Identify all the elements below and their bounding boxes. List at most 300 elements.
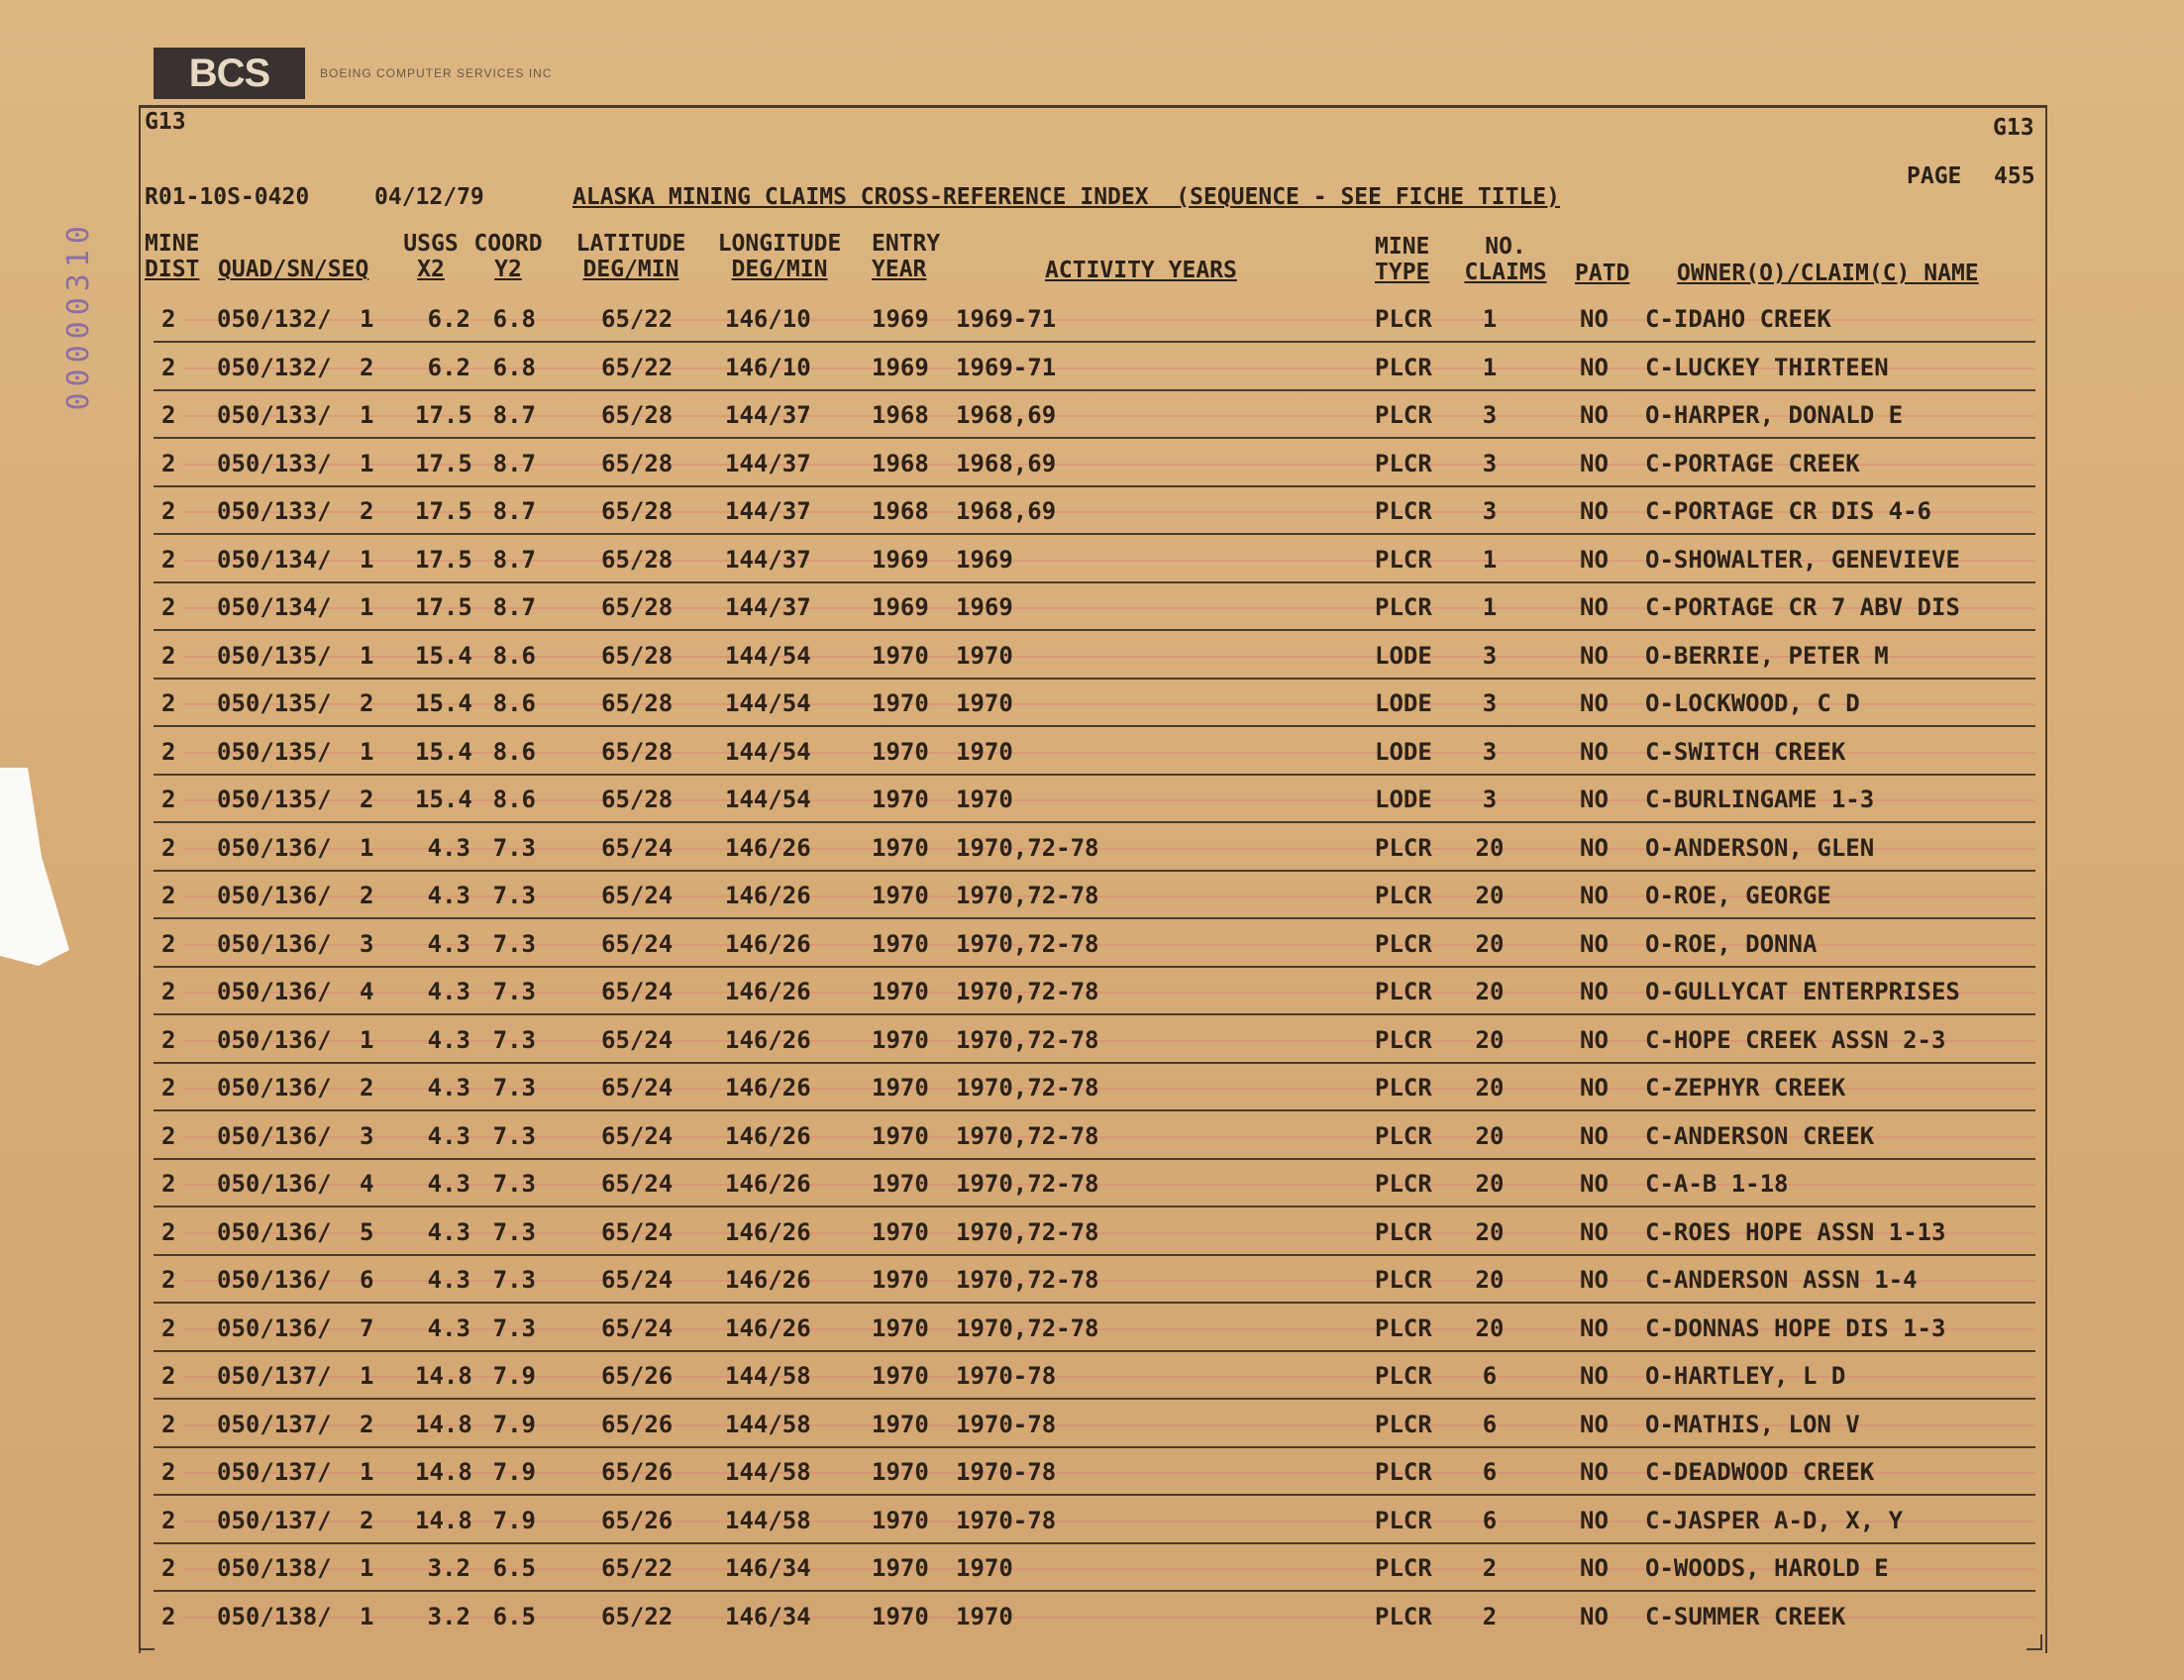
cell-patd: NO bbox=[1580, 1121, 1609, 1150]
cell-seq: 2 bbox=[360, 882, 374, 909]
cell-quad-sn: 050/137/ bbox=[217, 1362, 332, 1390]
cell-longitude: 146/34 bbox=[725, 1554, 811, 1582]
cell-owner-claim-name: O-ROE, GEORGE bbox=[1645, 882, 1831, 909]
cell-activity-years: 1970,72-78 bbox=[956, 1266, 1099, 1294]
cell-mine-type: PLCR bbox=[1375, 305, 1432, 333]
cell-usgs-x2: 17.5 bbox=[415, 593, 472, 621]
cell-entry-year: 1970 bbox=[872, 689, 929, 717]
cell-longitude: 144/37 bbox=[725, 545, 811, 574]
cell-mine-type: PLCR bbox=[1375, 1266, 1432, 1294]
cell-owner-claim-name: O-WOODS, HAROLD E bbox=[1645, 1554, 1889, 1582]
cell-patd: NO bbox=[1580, 1217, 1609, 1246]
cell-entry-year: 1969 bbox=[872, 545, 929, 574]
cell-mine-dist: 2 bbox=[161, 1554, 176, 1582]
cell-activity-years: 1970,72-78 bbox=[956, 929, 1099, 958]
cell-no-claims: 2 bbox=[1482, 1602, 1498, 1630]
cell-patd: NO bbox=[1580, 497, 1609, 525]
cell-quad-sn: 050/132/ bbox=[217, 353, 332, 381]
cell-activity-years: 1969 bbox=[956, 545, 1013, 574]
cell-patd: NO bbox=[1580, 1458, 1609, 1486]
cell-mine-type: PLCR bbox=[1375, 1313, 1432, 1342]
cell-entry-year: 1970 bbox=[872, 737, 929, 766]
cell-mine-dist: 2 bbox=[161, 833, 176, 862]
cell-coord-y2: 7.3 bbox=[492, 1170, 536, 1198]
cell-activity-years: 1970,72-78 bbox=[956, 978, 1099, 1005]
cell-patd: NO bbox=[1580, 545, 1609, 574]
table-row bbox=[154, 874, 2035, 919]
cell-mine-dist: 2 bbox=[161, 1266, 176, 1294]
cell-latitude: 65/28 bbox=[601, 641, 674, 670]
cell-owner-claim-name: C-PORTAGE CR 7 ABV DIS bbox=[1645, 593, 1960, 621]
cell-entry-year: 1968 bbox=[872, 449, 929, 477]
cell-seq: 2 bbox=[360, 786, 374, 813]
frame-corner-bottom-left bbox=[139, 1634, 155, 1650]
cell-quad-sn: 050/134/ bbox=[217, 545, 332, 574]
cell-quad-sn: 050/134/ bbox=[217, 593, 332, 621]
cell-mine-type: PLCR bbox=[1375, 978, 1432, 1005]
cell-activity-years: 1970,72-78 bbox=[956, 1217, 1099, 1246]
cell-mine-type: PLCR bbox=[1375, 1554, 1432, 1582]
cell-seq: 1 bbox=[360, 641, 374, 670]
cell-coord-y2: 8.7 bbox=[492, 497, 536, 525]
cell-no-claims: 1 bbox=[1482, 353, 1498, 381]
cell-quad-sn: 050/133/ bbox=[217, 497, 332, 525]
cell-longitude: 144/58 bbox=[725, 1458, 811, 1486]
cell-no-claims: 20 bbox=[1475, 1170, 1505, 1198]
cell-entry-year: 1970 bbox=[872, 1217, 929, 1246]
cell-entry-year: 1968 bbox=[872, 497, 929, 525]
cell-longitude: 146/26 bbox=[725, 833, 811, 862]
cell-seq: 6 bbox=[360, 1266, 374, 1294]
table-row bbox=[154, 1066, 2035, 1111]
cell-usgs-x2: 4.3 bbox=[427, 1121, 470, 1150]
header-latitude: LATITUDE DEG/MIN bbox=[575, 231, 686, 283]
cell-seq: 1 bbox=[360, 1554, 374, 1582]
table-row bbox=[154, 778, 2035, 823]
cell-mine-type: PLCR bbox=[1375, 929, 1432, 958]
cell-owner-claim-name: C-HOPE CREEK ASSN 2-3 bbox=[1645, 1025, 1946, 1054]
cell-seq: 7 bbox=[360, 1313, 374, 1342]
cell-latitude: 65/24 bbox=[601, 1170, 674, 1198]
cell-no-claims: 20 bbox=[1475, 833, 1505, 862]
cell-coord-y2: 8.6 bbox=[492, 786, 536, 813]
cell-activity-years: 1970,72-78 bbox=[956, 833, 1099, 862]
cell-activity-years: 1969-71 bbox=[956, 353, 1057, 381]
cell-longitude: 146/26 bbox=[725, 1217, 811, 1246]
cell-no-claims: 3 bbox=[1482, 737, 1498, 766]
cell-no-claims: 20 bbox=[1475, 978, 1505, 1005]
cell-no-claims: 20 bbox=[1475, 1266, 1505, 1294]
cell-coord-y2: 7.3 bbox=[492, 1313, 536, 1342]
cell-no-claims: 3 bbox=[1482, 401, 1498, 429]
cell-owner-claim-name: O-ROE, DONNA bbox=[1645, 929, 1818, 958]
cell-mine-dist: 2 bbox=[161, 449, 176, 477]
cell-no-claims: 1 bbox=[1482, 545, 1498, 574]
header-no-claims: NO. CLAIMS bbox=[1464, 234, 1547, 286]
cell-activity-years: 1970 bbox=[956, 1554, 1013, 1582]
cell-longitude: 144/54 bbox=[725, 641, 811, 670]
cell-longitude: 146/26 bbox=[725, 1025, 811, 1054]
side-stamp-number: 00000310 bbox=[61, 220, 96, 411]
cell-patd: NO bbox=[1580, 641, 1609, 670]
cell-mine-type: PLCR bbox=[1375, 1025, 1432, 1054]
cell-patd: NO bbox=[1580, 1313, 1609, 1342]
cell-mine-dist: 2 bbox=[161, 641, 176, 670]
cell-latitude: 65/28 bbox=[601, 737, 674, 766]
cell-mine-dist: 2 bbox=[161, 1458, 176, 1486]
table-row bbox=[154, 538, 2035, 583]
cell-longitude: 146/26 bbox=[725, 1074, 811, 1102]
cell-owner-claim-name: C-SUMMER CREEK bbox=[1645, 1602, 1846, 1630]
cell-no-claims: 20 bbox=[1475, 929, 1505, 958]
cell-quad-sn: 050/136/ bbox=[217, 1025, 332, 1054]
cell-latitude: 65/24 bbox=[601, 1025, 674, 1054]
cell-activity-years: 1968,69 bbox=[956, 449, 1057, 477]
cell-mine-dist: 2 bbox=[161, 401, 176, 429]
cell-activity-years: 1970 bbox=[956, 1602, 1013, 1630]
cell-longitude: 144/58 bbox=[725, 1362, 811, 1390]
table-row bbox=[154, 922, 2035, 968]
cell-no-claims: 6 bbox=[1482, 1362, 1498, 1390]
cell-owner-claim-name: C-SWITCH CREEK bbox=[1645, 737, 1846, 766]
company-name: BOEING COMPUTER SERVICES INC bbox=[320, 66, 553, 80]
cell-activity-years: 1970 bbox=[956, 737, 1013, 766]
cell-entry-year: 1970 bbox=[872, 786, 929, 813]
cell-latitude: 65/26 bbox=[601, 1506, 674, 1534]
cell-latitude: 65/24 bbox=[601, 1217, 674, 1246]
header-coord-y2: COORD Y2 bbox=[473, 231, 543, 283]
cell-patd: NO bbox=[1580, 1506, 1609, 1534]
cell-owner-claim-name: C-ANDERSON CREEK bbox=[1645, 1121, 1875, 1150]
cell-entry-year: 1968 bbox=[872, 401, 929, 429]
cell-mine-dist: 2 bbox=[161, 1121, 176, 1150]
cell-entry-year: 1970 bbox=[872, 833, 929, 862]
cell-latitude: 65/26 bbox=[601, 1458, 674, 1486]
cell-longitude: 144/37 bbox=[725, 449, 811, 477]
cell-latitude: 65/28 bbox=[601, 689, 674, 717]
cell-coord-y2: 7.3 bbox=[492, 833, 536, 862]
cell-seq: 2 bbox=[360, 353, 374, 381]
cell-mine-type: PLCR bbox=[1375, 833, 1432, 862]
cell-entry-year: 1969 bbox=[872, 593, 929, 621]
cell-usgs-x2: 4.3 bbox=[427, 1266, 470, 1294]
cell-mine-dist: 2 bbox=[161, 689, 176, 717]
cell-usgs-x2: 6.2 bbox=[427, 353, 470, 381]
cell-usgs-x2: 4.3 bbox=[427, 929, 470, 958]
cell-coord-y2: 6.8 bbox=[492, 305, 536, 333]
cell-seq: 1 bbox=[360, 401, 374, 429]
cell-patd: NO bbox=[1580, 593, 1609, 621]
cell-entry-year: 1970 bbox=[872, 1121, 929, 1150]
cell-latitude: 65/28 bbox=[601, 545, 674, 574]
cell-mine-dist: 2 bbox=[161, 593, 176, 621]
cell-usgs-x2: 15.4 bbox=[415, 641, 472, 670]
cell-coord-y2: 8.6 bbox=[492, 641, 536, 670]
cell-quad-sn: 050/136/ bbox=[217, 1074, 332, 1102]
cell-mine-dist: 2 bbox=[161, 1074, 176, 1102]
cell-usgs-x2: 17.5 bbox=[415, 545, 472, 574]
cell-quad-sn: 050/132/ bbox=[217, 305, 332, 333]
cell-mine-dist: 2 bbox=[161, 1217, 176, 1246]
cell-longitude: 146/26 bbox=[725, 1266, 811, 1294]
cell-coord-y2: 7.9 bbox=[492, 1362, 536, 1390]
cell-coord-y2: 8.6 bbox=[492, 737, 536, 766]
cell-no-claims: 6 bbox=[1482, 1458, 1498, 1486]
cell-latitude: 65/26 bbox=[601, 1362, 674, 1390]
cell-longitude: 146/26 bbox=[725, 1170, 811, 1198]
cell-usgs-x2: 4.3 bbox=[427, 1217, 470, 1246]
cell-quad-sn: 050/135/ bbox=[217, 641, 332, 670]
cell-no-claims: 3 bbox=[1482, 689, 1498, 717]
header-activity-years: ACTIVITY YEARS bbox=[1045, 258, 1237, 283]
cell-longitude: 146/26 bbox=[725, 978, 811, 1005]
cell-coord-y2: 8.7 bbox=[492, 401, 536, 429]
header-mine-dist: MINE DIST bbox=[145, 231, 200, 283]
cell-coord-y2: 7.3 bbox=[492, 978, 536, 1005]
cell-owner-claim-name: O-HARTLEY, L D bbox=[1645, 1362, 1846, 1390]
cell-usgs-x2: 4.3 bbox=[427, 882, 470, 909]
cell-longitude: 144/58 bbox=[725, 1410, 811, 1438]
cell-owner-claim-name: C-PORTAGE CR DIS 4-6 bbox=[1645, 497, 1931, 525]
cell-quad-sn: 050/136/ bbox=[217, 1217, 332, 1246]
cell-usgs-x2: 15.4 bbox=[415, 786, 472, 813]
table-row bbox=[154, 1114, 2035, 1160]
paper-tear bbox=[0, 768, 69, 966]
cell-owner-claim-name: C-ANDERSON ASSN 1-4 bbox=[1645, 1266, 1918, 1294]
cell-patd: NO bbox=[1580, 353, 1609, 381]
cell-entry-year: 1970 bbox=[872, 1602, 929, 1630]
cell-latitude: 65/22 bbox=[601, 305, 674, 333]
cell-activity-years: 1969-71 bbox=[956, 305, 1057, 333]
table-row bbox=[154, 1162, 2035, 1208]
table-row bbox=[154, 682, 2035, 727]
cell-coord-y2: 7.9 bbox=[492, 1458, 536, 1486]
cell-coord-y2: 7.3 bbox=[492, 1025, 536, 1054]
cell-no-claims: 20 bbox=[1475, 1025, 1505, 1054]
cell-usgs-x2: 6.2 bbox=[427, 305, 470, 333]
cell-seq: 3 bbox=[360, 929, 374, 958]
cell-seq: 2 bbox=[360, 1074, 374, 1102]
cell-mine-type: PLCR bbox=[1375, 1410, 1432, 1438]
cell-seq: 1 bbox=[360, 833, 374, 862]
cell-usgs-x2: 4.3 bbox=[427, 1170, 470, 1198]
cell-mine-type: PLCR bbox=[1375, 545, 1432, 574]
page-label: PAGE bbox=[1907, 163, 1962, 189]
cell-mine-type: PLCR bbox=[1375, 1170, 1432, 1198]
cell-no-claims: 20 bbox=[1475, 1313, 1505, 1342]
cell-longitude: 144/37 bbox=[725, 593, 811, 621]
cell-mine-dist: 2 bbox=[161, 1313, 176, 1342]
cell-patd: NO bbox=[1580, 1602, 1609, 1630]
cell-mine-dist: 2 bbox=[161, 1410, 176, 1438]
cell-usgs-x2: 17.5 bbox=[415, 401, 472, 429]
cell-mine-dist: 2 bbox=[161, 737, 176, 766]
table-row bbox=[154, 1499, 2035, 1544]
table-row bbox=[154, 585, 2035, 631]
header-quad-sn-seq: QUAD/SN/SEQ bbox=[218, 257, 369, 283]
cell-patd: NO bbox=[1580, 929, 1609, 958]
report-title: ALASKA MINING CLAIMS CROSS-REFERENCE INDEX (SEQUENCE - SEE FICHE TITLE) bbox=[572, 184, 1560, 210]
cell-latitude: 65/28 bbox=[601, 497, 674, 525]
cell-latitude: 65/24 bbox=[601, 882, 674, 909]
cell-no-claims: 6 bbox=[1482, 1410, 1498, 1438]
table-row bbox=[154, 1307, 2035, 1352]
cell-owner-claim-name: O-SHOWALTER, GENEVIEVE bbox=[1645, 545, 1960, 574]
cell-patd: NO bbox=[1580, 882, 1609, 909]
bcs-logo: BCS bbox=[154, 48, 305, 99]
cell-entry-year: 1970 bbox=[872, 1266, 929, 1294]
cell-activity-years: 1970-78 bbox=[956, 1506, 1057, 1534]
cell-longitude: 146/26 bbox=[725, 882, 811, 909]
cell-longitude: 146/26 bbox=[725, 1121, 811, 1150]
cell-latitude: 65/24 bbox=[601, 1313, 674, 1342]
cell-activity-years: 1970,72-78 bbox=[956, 882, 1099, 909]
cell-no-claims: 1 bbox=[1482, 593, 1498, 621]
cell-longitude: 144/54 bbox=[725, 786, 811, 813]
table-row bbox=[154, 1354, 2035, 1400]
cell-patd: NO bbox=[1580, 1074, 1609, 1102]
cell-latitude: 65/24 bbox=[601, 978, 674, 1005]
cell-patd: NO bbox=[1580, 1025, 1609, 1054]
cell-mine-type: LODE bbox=[1375, 786, 1432, 813]
cell-patd: NO bbox=[1580, 401, 1609, 429]
report-date: 04/12/79 bbox=[374, 184, 484, 210]
cell-longitude: 144/54 bbox=[725, 737, 811, 766]
cell-seq: 1 bbox=[360, 449, 374, 477]
table-row bbox=[154, 1595, 2035, 1638]
cell-no-claims: 20 bbox=[1475, 1121, 1505, 1150]
cell-no-claims: 3 bbox=[1482, 497, 1498, 525]
cell-usgs-x2: 3.2 bbox=[427, 1554, 470, 1582]
cell-longitude: 144/58 bbox=[725, 1506, 811, 1534]
cell-mine-dist: 2 bbox=[161, 1506, 176, 1534]
cell-latitude: 65/28 bbox=[601, 593, 674, 621]
cell-patd: NO bbox=[1580, 449, 1609, 477]
header-patd: PATD bbox=[1575, 261, 1630, 286]
cell-coord-y2: 7.9 bbox=[492, 1506, 536, 1534]
cell-mine-dist: 2 bbox=[161, 545, 176, 574]
cell-patd: NO bbox=[1580, 737, 1609, 766]
cell-entry-year: 1970 bbox=[872, 1170, 929, 1198]
table-row bbox=[154, 1210, 2035, 1256]
cell-mine-dist: 2 bbox=[161, 1025, 176, 1054]
cell-seq: 1 bbox=[360, 1458, 374, 1486]
cell-seq: 2 bbox=[360, 689, 374, 717]
cell-seq: 2 bbox=[360, 1506, 374, 1534]
table-row bbox=[154, 826, 2035, 872]
cell-activity-years: 1970-78 bbox=[956, 1458, 1057, 1486]
report-id: R01-10S-0420 bbox=[145, 184, 310, 210]
cell-patd: NO bbox=[1580, 1362, 1609, 1390]
cell-usgs-x2: 4.3 bbox=[427, 978, 470, 1005]
cell-longitude: 146/34 bbox=[725, 1602, 811, 1630]
cell-mine-dist: 2 bbox=[161, 978, 176, 1005]
cell-mine-dist: 2 bbox=[161, 1170, 176, 1198]
table-row bbox=[154, 393, 2035, 439]
cell-entry-year: 1970 bbox=[872, 1074, 929, 1102]
cell-quad-sn: 050/136/ bbox=[217, 882, 332, 909]
cell-mine-type: PLCR bbox=[1375, 497, 1432, 525]
cell-owner-claim-name: O-MATHIS, LON V bbox=[1645, 1410, 1860, 1438]
cell-quad-sn: 050/136/ bbox=[217, 1313, 332, 1342]
cell-seq: 1 bbox=[360, 737, 374, 766]
cell-longitude: 146/26 bbox=[725, 1313, 811, 1342]
cell-no-claims: 3 bbox=[1482, 449, 1498, 477]
cell-coord-y2: 7.3 bbox=[492, 1266, 536, 1294]
table-row bbox=[154, 970, 2035, 1015]
cell-mine-dist: 2 bbox=[161, 1602, 176, 1630]
cell-patd: NO bbox=[1580, 1554, 1609, 1582]
cell-entry-year: 1969 bbox=[872, 305, 929, 333]
form-code-left: G13 bbox=[145, 109, 186, 135]
cell-quad-sn: 050/136/ bbox=[217, 1170, 332, 1198]
cell-latitude: 65/22 bbox=[601, 1554, 674, 1582]
cell-owner-claim-name: C-PORTAGE CREEK bbox=[1645, 449, 1860, 477]
cell-coord-y2: 8.7 bbox=[492, 449, 536, 477]
cell-mine-type: PLCR bbox=[1375, 882, 1432, 909]
cell-owner-claim-name: C-BURLINGAME 1-3 bbox=[1645, 786, 1875, 813]
header-entry-year: ENTRY YEAR bbox=[872, 231, 941, 283]
cell-usgs-x2: 3.2 bbox=[427, 1602, 470, 1630]
header-owner-claim-name: OWNER(O)/CLAIM(C) NAME bbox=[1677, 261, 1979, 286]
cell-activity-years: 1968,69 bbox=[956, 401, 1057, 429]
cell-mine-dist: 2 bbox=[161, 1362, 176, 1390]
cell-seq: 1 bbox=[360, 1602, 374, 1630]
cell-activity-years: 1968,69 bbox=[956, 497, 1057, 525]
cell-mine-type: PLCR bbox=[1375, 1506, 1432, 1534]
cell-quad-sn: 050/138/ bbox=[217, 1554, 332, 1582]
cell-latitude: 65/24 bbox=[601, 1074, 674, 1102]
cell-activity-years: 1970,72-78 bbox=[956, 1170, 1099, 1198]
cell-activity-years: 1970,72-78 bbox=[956, 1025, 1099, 1054]
cell-mine-type: LODE bbox=[1375, 737, 1432, 766]
table-row bbox=[154, 1403, 2035, 1448]
cell-quad-sn: 050/136/ bbox=[217, 1266, 332, 1294]
cell-patd: NO bbox=[1580, 1410, 1609, 1438]
cell-owner-claim-name: O-HARPER, DONALD E bbox=[1645, 401, 1904, 429]
cell-patd: NO bbox=[1580, 1266, 1609, 1294]
cell-mine-type: PLCR bbox=[1375, 449, 1432, 477]
cell-owner-claim-name: O-GULLYCAT ENTERPRISES bbox=[1645, 978, 1960, 1005]
cell-quad-sn: 050/133/ bbox=[217, 401, 332, 429]
cell-quad-sn: 050/136/ bbox=[217, 1121, 332, 1150]
cell-quad-sn: 050/137/ bbox=[217, 1506, 332, 1534]
cell-usgs-x2: 4.3 bbox=[427, 833, 470, 862]
cell-seq: 3 bbox=[360, 1121, 374, 1150]
cell-usgs-x2: 15.4 bbox=[415, 737, 472, 766]
cell-coord-y2: 6.5 bbox=[492, 1554, 536, 1582]
cell-no-claims: 3 bbox=[1482, 786, 1498, 813]
cell-quad-sn: 050/136/ bbox=[217, 929, 332, 958]
cell-usgs-x2: 4.3 bbox=[427, 1074, 470, 1102]
table-row bbox=[154, 346, 2035, 391]
cell-quad-sn: 050/133/ bbox=[217, 449, 332, 477]
cell-longitude: 146/26 bbox=[725, 929, 811, 958]
cell-activity-years: 1969 bbox=[956, 593, 1013, 621]
cell-owner-claim-name: C-ZEPHYR CREEK bbox=[1645, 1074, 1846, 1102]
cell-owner-claim-name: C-IDAHO CREEK bbox=[1645, 305, 1831, 333]
cell-quad-sn: 050/137/ bbox=[217, 1458, 332, 1486]
cell-no-claims: 6 bbox=[1482, 1506, 1498, 1534]
cell-mine-type: PLCR bbox=[1375, 1217, 1432, 1246]
cell-activity-years: 1970,72-78 bbox=[956, 1074, 1099, 1102]
cell-usgs-x2: 17.5 bbox=[415, 497, 472, 525]
cell-coord-y2: 7.3 bbox=[492, 929, 536, 958]
cell-owner-claim-name: C-LUCKEY THIRTEEN bbox=[1645, 353, 1889, 381]
page-number: 455 bbox=[1994, 163, 2035, 189]
cell-seq: 5 bbox=[360, 1217, 374, 1246]
cell-patd: NO bbox=[1580, 833, 1609, 862]
